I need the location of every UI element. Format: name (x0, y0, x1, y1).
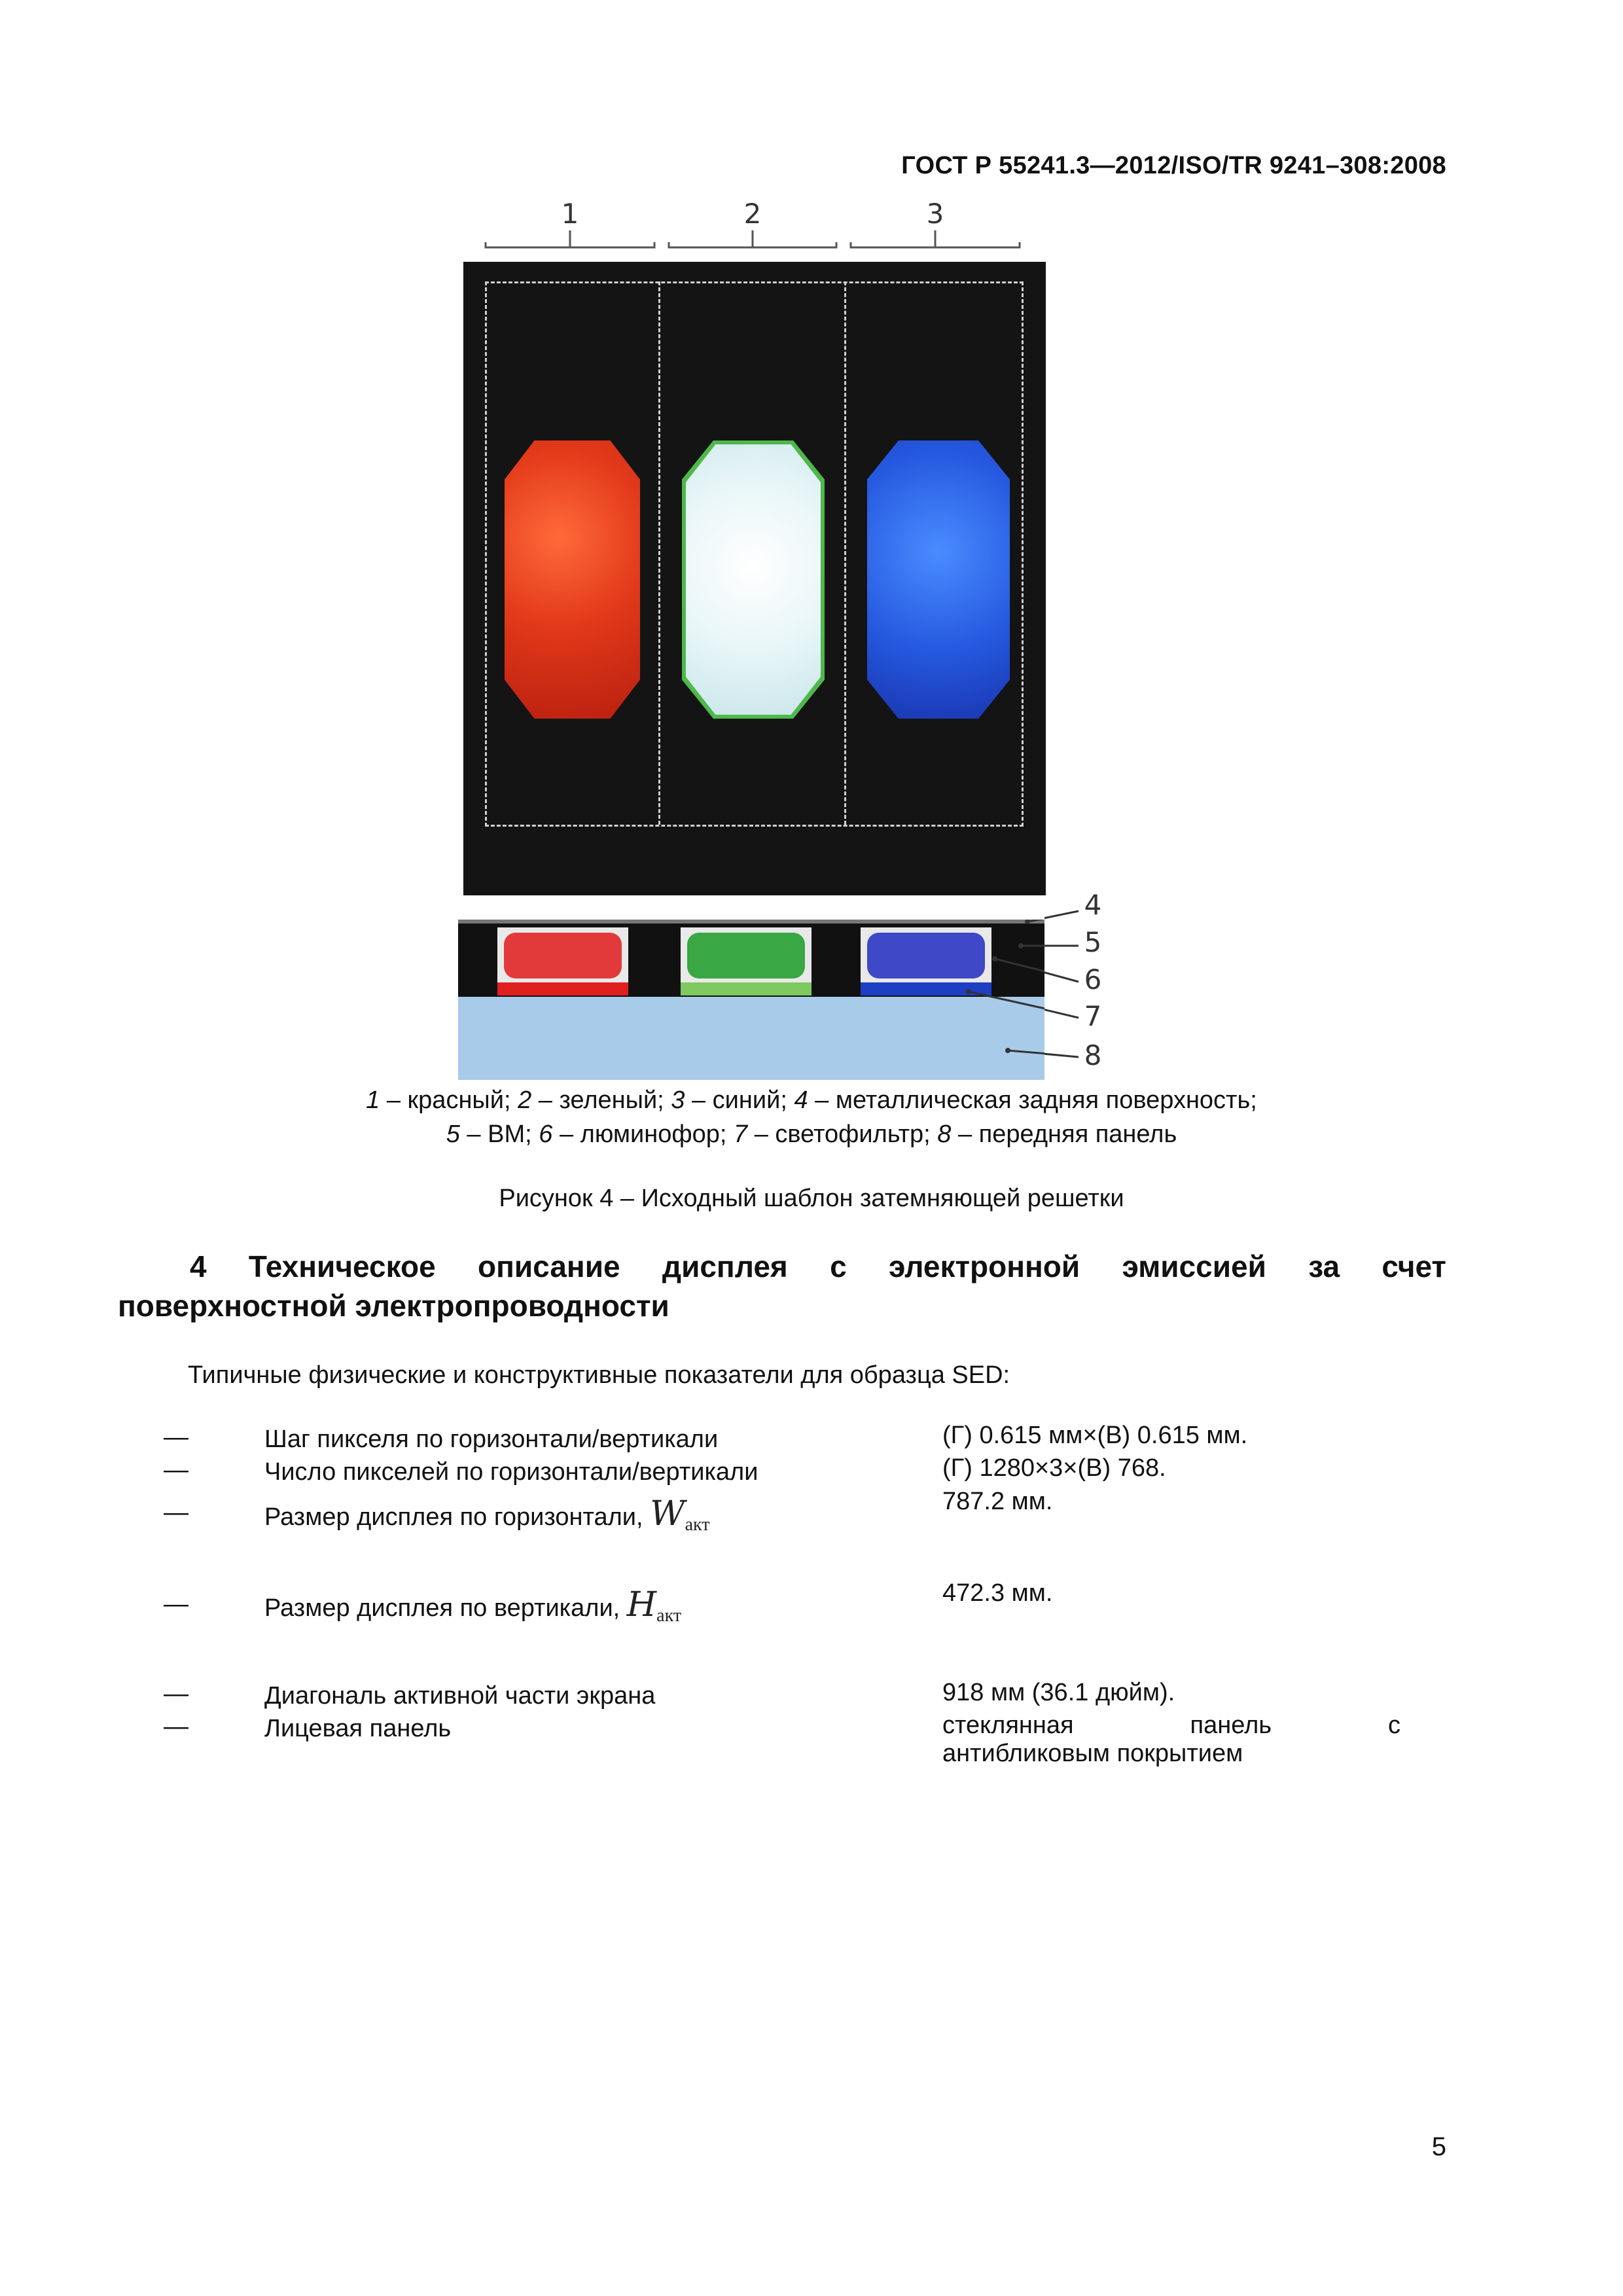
spec-value-diagonal: 918 мм (36.1 дюйм). (942, 1679, 1175, 1706)
bracket-label-3: 3 (926, 198, 944, 230)
list-bullet: — (164, 1590, 188, 1618)
spec-label-pixel-count: Число пикселей по горизонтали/вертикали (264, 1458, 758, 1486)
leader-label-6: 6 (1084, 963, 1102, 996)
symbol-w-act: $W_{акт}$ (650, 1494, 710, 1535)
symbol-h-act: $H_{акт}$ (626, 1585, 682, 1626)
dashed-divider-2 (844, 281, 846, 825)
spec-value-width: 787.2 мм. (942, 1488, 1053, 1515)
leader-label-7: 7 (1084, 1000, 1102, 1032)
red-filter (497, 982, 628, 996)
spec-value-pixel-pitch: (Г) 0.615 мм×(В) 0.615 мм. (942, 1422, 1248, 1449)
spec-label-face-panel: Лицевая панель (264, 1715, 452, 1742)
green-subpixel (682, 440, 825, 719)
section-title-line-2: поверхностной электропроводности (118, 1289, 669, 1323)
red-subpixel (505, 440, 640, 719)
blue-phosphor (867, 933, 985, 978)
list-bullet: — (164, 1499, 188, 1526)
spec-label-diagonal: Диагональ активной части экрана (264, 1682, 656, 1710)
list-bullet: — (164, 1456, 188, 1484)
blue-filter (861, 982, 991, 996)
spec-value-pixel-count: (Г) 1280×3×(В) 768. (942, 1454, 1166, 1482)
spec-value-face-panel: стеклянная панель с антибликовым покрытием (942, 1712, 1400, 1767)
blue-subpixel (867, 440, 1010, 719)
list-bullet: — (164, 1713, 188, 1740)
spec-label-pixel-pitch: Шаг пикселя по горизонтали/вертикали (264, 1426, 719, 1453)
leader-label-5: 5 (1084, 926, 1102, 958)
spec-label-width: Размер дисплея по горизонтали, $W_{акт}$ (264, 1494, 710, 1535)
metal-back-layer (458, 920, 1044, 924)
document-header: ГОСТ Р 55241.3—2012/ISO/TR 9241–308:2008 (901, 152, 1446, 179)
green-filter (681, 982, 812, 996)
leader-label-4: 4 (1084, 889, 1102, 921)
figure-caption: Рисунок 4 – Исходный шаблон затемняющей решетки (499, 1185, 1124, 1212)
figure-legend-line-1: 1 – красный; 2 – зеленый; 3 – синий; 4 – металлическая задняя поверхность; (366, 1086, 1257, 1114)
cross-section-diagram (458, 920, 1044, 1080)
page-number: 5 (1431, 2132, 1446, 2161)
list-bullet: — (164, 1680, 188, 1708)
bracket-label-2: 2 (743, 198, 762, 230)
red-phosphor (504, 933, 622, 978)
bracket-label-1: 1 (561, 198, 579, 230)
section-title-line-1: 4 Техническое описание дисплея с электронной эмиссией за счет (118, 1247, 1446, 1286)
spec-label-height: Размер дисплея по вертикали, $H_{акт}$ (264, 1585, 682, 1626)
figure-legend-line-2: 5 – ВМ; 6 – люминофор; 7 – светофильтр; 8 – передняя панель (446, 1121, 1177, 1148)
spec-value-height: 472.3 мм. (942, 1579, 1053, 1607)
leader-label-8: 8 (1084, 1039, 1102, 1071)
section-number: 4 (190, 1249, 207, 1283)
front-panel (458, 997, 1044, 1080)
section-title (118, 1247, 1446, 1325)
intro-paragraph: Типичные физические и конструктивные показатели для образца SED: (188, 1361, 1010, 1389)
dashed-divider-1 (658, 281, 660, 825)
green-phosphor (687, 933, 805, 978)
list-bullet: — (164, 1424, 188, 1451)
pixel-photo (463, 262, 1046, 895)
